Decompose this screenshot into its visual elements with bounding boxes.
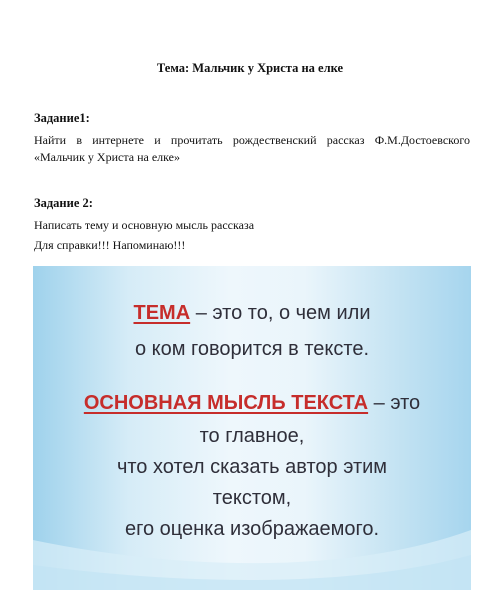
task2-heading: Задание 2: [34,196,93,210]
page-title: Тема: Мальчик у Христа на елке [156,61,344,75]
definition-theme-part1: – это то, о чем или [190,302,371,324]
definition-idea-line2: то главное, [199,425,305,447]
reminder-text: Для справки!!! Напоминаю!!! [34,238,186,252]
definition-idea-line4: текстом, [212,487,292,509]
term-theme: ТЕМА [133,302,191,324]
definition-idea-line5: его оценка изображаемого. [124,518,380,540]
definition-card [33,266,471,590]
task2-text: Написать тему и основную мысль рассказа [34,218,255,232]
task1-text: Найти в интернете и прочитать рождественский рассказ Ф.М.Достоевского «Мальчик у Христа на елке» [34,133,470,164]
definition-idea-line1 [33,388,471,418]
task1-heading: Задание1: [34,111,90,125]
definition-theme-line1 [33,298,471,328]
definition-idea-part1: – это [368,392,421,414]
term-main-idea: ОСНОВНАЯ МЫСЛЬ ТЕКСТА [83,392,369,414]
definition-idea-line3: что хотел сказать автор этим [116,456,388,478]
definition-theme-line2: о ком говорится в тексте. [134,338,370,360]
